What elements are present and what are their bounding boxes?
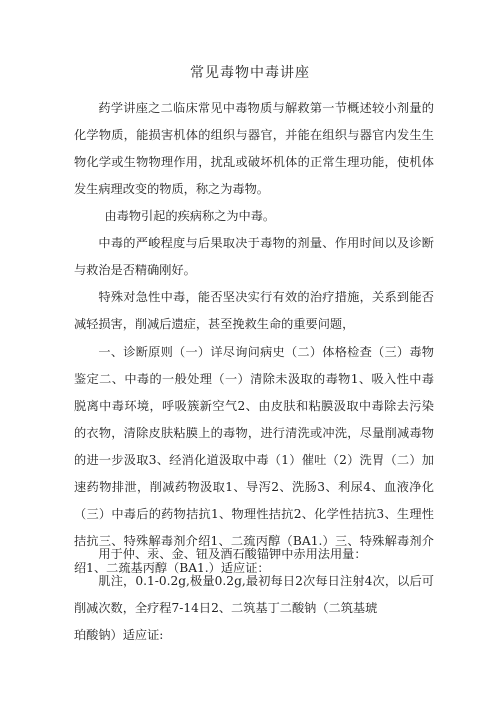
paragraph-indication: 用于仲、汞、金、钮及酒石酸锚钾中赤用法用量： bbox=[98, 547, 367, 561]
page-title: 常见毒物中毒讲座 bbox=[190, 65, 310, 81]
paragraph-severity: 中毒的严峻程度与后果取决于毒物的剂量、作用时间以及诊断与救治是否精确刚好。 bbox=[74, 236, 434, 277]
paragraph-indication-2: 珀酸钠）适应证: bbox=[74, 628, 164, 642]
paragraph-intro: 药学讲座之二临床常见中毒物质与解救第一节概述较小剂量的化学物质，能损害机体的组织与器官，并能在组织与器官内发生生物化学或生物物理作用，扰乱或破坏机体的正常生理功能，使机体发生病理改变的物质，称之为毒物。 bbox=[74, 101, 434, 196]
paragraph-principles: 一、诊断原则（一）详尽询问病史（二）体格检查（三）毒物鉴定二、中毒的一般处理（一）清除未汲取的毒物1、吸入性中毒脱离中毒环境，呼吸簇新空气2、由皮肤和粘膜汲取中毒除去污染的衣物，清除皮肤粘膜上的毒物，进行清洗或冲洗，尽量削减毒物的进一步汲取3、经消化道汲取中毒（1）催吐（2）洗胃（二）加速药物排泄，削减药物汲取1、导泻2、洗肠3、利尿4、血液净化（三）中毒后的药物拮抗1、物理性拮抗2、化学性拮抗3、生理性拮抗三、特殊解毒剂介绍1、二巯丙醇（BA1.）三、特殊解毒剂介绍1、二巯基丙醇（BA1.）适应证： bbox=[74, 345, 434, 575]
paragraph-acute: 特殊对急性中毒，能否坚决实行有效的治疗措施，关系到能否减轻损害，削减后遗症，甚至挽救生命的重要问题， bbox=[74, 290, 434, 331]
paragraph-dosage: 肌注，0.1-0.2g,极量0.2g,最初每日2次每日注射4次，以后可削减次数，全疗程7-14日2、二筑基丁二酸钠（二筑基琥 bbox=[74, 574, 434, 615]
paragraph-definition: 由毒物引起的疾病称之为中毒。 bbox=[104, 209, 276, 223]
